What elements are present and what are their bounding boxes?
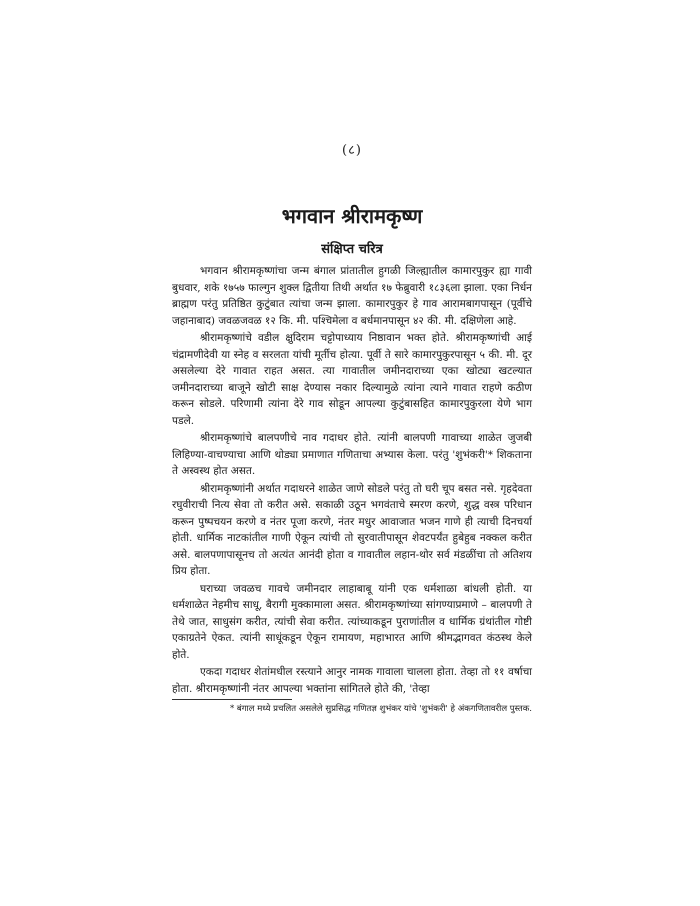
paragraph-6: एकदा गदाधर शेतांमधील रस्त्याने आनुर नामक गावाला चालला होता. तेव्हा तो ११ वर्षाचा होता. श्रीरामकृष्णांनी नंतर आपल्या भक्तांना सांगितले होते की, 'तेव्हा — [172, 666, 532, 695]
footnote: * बंगाल मध्ये प्रचलित असलेले सुप्रसिद्ध गणितज्ञ शुभंकर यांचे 'शुभंकरी' हे अंकगणितावरील पुस्तक. — [229, 704, 532, 714]
footnote-divider — [172, 699, 292, 700]
paragraph-5: घराच्या जवळच गावचे जमीनदार लाहाबाबू यांनी एक धर्मशाळा बांधली होती. या धर्मशाळेत नेहमीच साधू, बैरागी मुक्कामाला असत. श्रीरामकृष्णांच्या सांगण्याप्रमाणे – बालपणी ते तेथे जात, साधुसंग करीत, त्यांची सेवा करीत. त्यांच्याकडून पुराणांतील व धार्मिक ग्रंथांतील गोष्टी एकाग्रतेने ऐकत. त्यांनी साधूंकडून ऐकून रामायण, महाभारत आणि श्रीमद्भागवत कंठस्थ केले होते. — [172, 582, 532, 661]
chapter-title: भगवान श्रीरामकृष्ण — [281, 204, 423, 228]
document-page — [172, 140, 532, 715]
page-number: (८) — [342, 143, 362, 158]
chapter-subtitle: संक्षिप्त चरित्र — [321, 242, 383, 257]
paragraph-4: श्रीरामकृष्णांनी अर्थात गदाधरने शाळेत जाणे सोडले परंतु तो घरी चूप बसत नसे. गृहदेवता रघुवीराची नित्य सेवा तो करीत असे. सकाळी उठून भगवंताचे स्मरण करणे, शुद्ध वस्त्र परिधान करून पुष्पचयन करणे व नंतर पूजा करणे, नंतर मधुर आवाजात भजन गाणे ही त्याची दिनचर्या होती. धार्मिक नाटकांतील गाणी ऐकून त्यांची तो सुरवातीपासून शेवटपर्यंत हुबेहुब नक्कल करीत असे. बालपणापासूनच तो अत्यंत आनंदी होता व गावातील लहान-थोर सर्व मंडळींचा तो अतिशय प्रिय होता. — [172, 482, 532, 577]
paragraph-1: भगवान श्रीरामकृष्णांचा जन्म बंगाल प्रांतातील हुगळी जिल्ह्यातील कामारपुकुर ह्या गावी बुधवार, शके १७५७ फाल्गुन शुक्ल द्वितीया तिथी अर्थात १७ फेब्रुवारी १८३६ला झाला. एका निर्धन ब्राह्मण परंतु प्रतिष्ठित कुटुंबात त्यांचा जन्म झाला. कामारपुकुर हे गाव आरामबागपासून (पूर्वीचे जहानाबाद) जवळजवळ १२ कि. मी. पश्चिमेला व बर्धमानपासून ४२ की. मी. दक्षिणेला आहे. — [172, 265, 532, 327]
paragraph-2: श्रीरामकृष्णांचे वडील क्षुदिराम चट्टोपाध्याय निष्ठावान भक्त होते. श्रीरामकृष्णांची आई चंद्रामणीदेवी या स्नेह व सरलता यांची मूर्तीच होत्या. पूर्वी ते सारे कामारपुकुरपासून ५ की. मी. दूर असलेल्या देरे गावात राहत असत. त्या गावातील जमीनदाराच्या एका खोट्या खटल्यात जमीनदाराच्या बाजूने खोटी साक्ष देण्यास नकार दिल्यामुळे त्यांना त्याने गावात राहणे कठीण करून सोडले. परिणामी त्यांना देरे गाव सोडून आपल्या कुटुंबासहित कामारपुकुरला येणे भाग पडले. — [172, 332, 532, 427]
paragraph-3: श्रीरामकृष्णांचे बालपणीचे नाव गदाधर होते. त्यांनी बालपणी गावाच्या शाळेत जुजबी लिहिण्या-वाचण्याचा आणि थोड्या प्रमाणात गणिताचा अभ्यास केला. परंतु 'शुभंकरी'* शिकताना ते अस्वस्थ होत असत. — [172, 432, 532, 477]
